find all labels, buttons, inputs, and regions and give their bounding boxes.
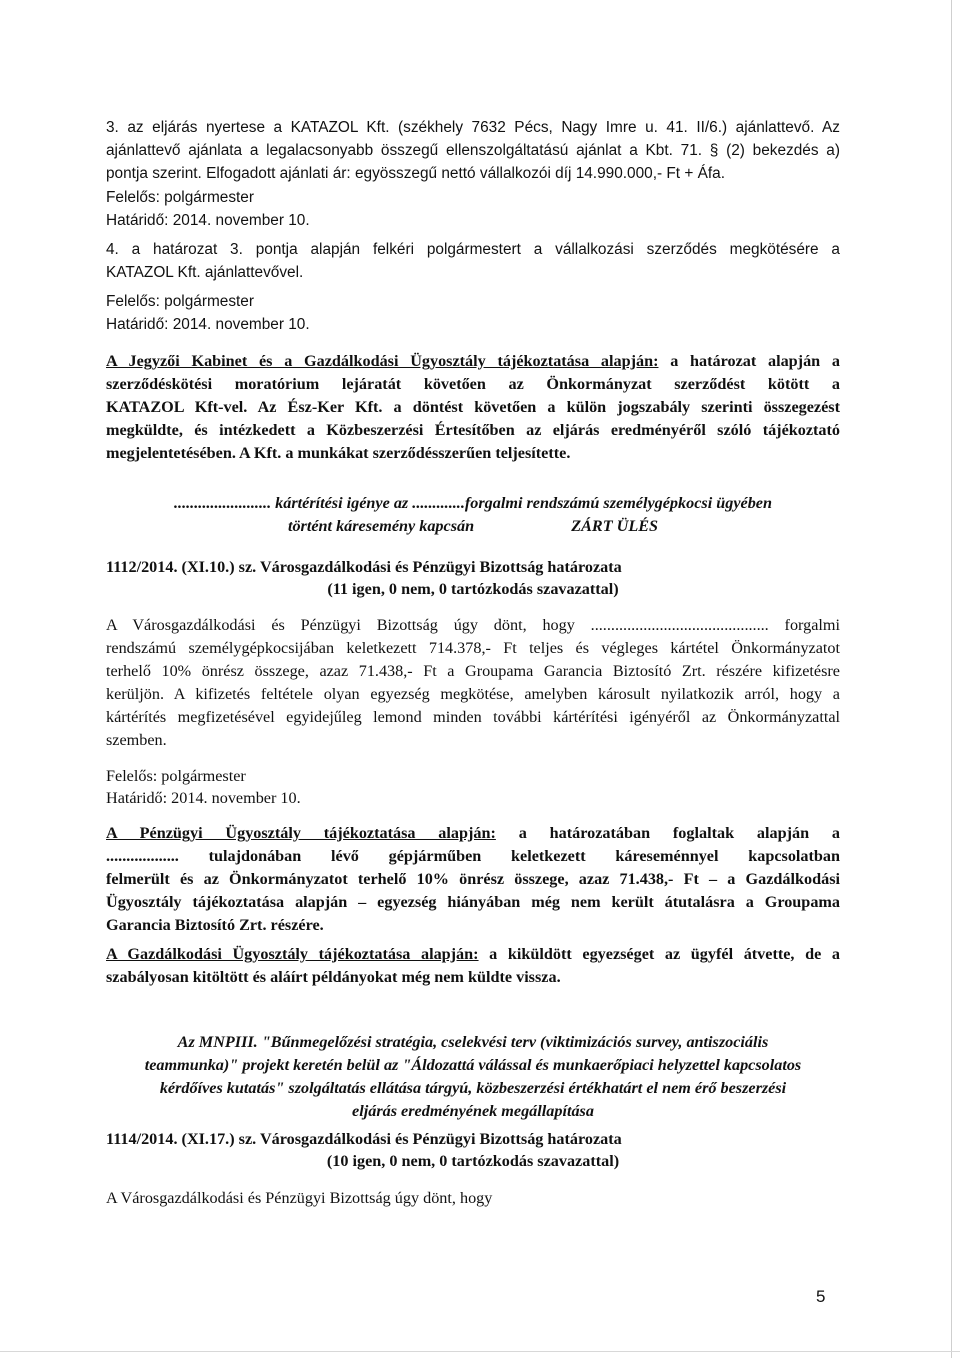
jegyzoi-info-heading: A Jegyzői Kabinet és a Gazdálkodási Ügyosztály tájékoztatása alapján:	[106, 352, 659, 370]
section-2-body: A Városgazdálkodási és Pénzügyi Bizottság úgy dönt, hogy	[106, 1189, 493, 1207]
section-1-title-line: történt káresemény kapcsán ZÁRT ÜLÉS	[287, 517, 659, 535]
section-2-title-line: kérdőíves kutatás" szolgáltatás ellátása tárgyú, közbeszerzési értékhatárt el nem érő beszerzési	[159, 1079, 787, 1097]
section-2-resolution-number: 1114/2014. (XI.17.) sz. Városgazdálkodási és Pénzügyi Bizottság határozata	[106, 1130, 622, 1148]
section-2-title-line: Az MNPIII. "Bűnmegelőzési stratégia, cselekvési terv (viktimizációs survey, antiszociális	[177, 1033, 769, 1051]
jegyzoi-info-line: megjelentetésében. A Kft. a munkákat szerződésszerűen teljesítette.	[106, 444, 571, 462]
section-2-title-line: eljárás eredményének megállapítása	[352, 1102, 594, 1120]
section-1-vote: (11 igen, 0 nem, 0 tartózkodás szavazattal)	[327, 580, 619, 598]
jegyzoi-info-line: megküldte, és intézkedett a Közbeszerzési Értesítőben az eljárás eredményéről szóló tájékoztató	[106, 421, 840, 439]
page-number: 5	[816, 1287, 826, 1306]
section-1-body-line: terhelő 10% önrész összege, azaz 71.438,- Ft a Groupama Garancia Biztosító Zrt. részére kifizetésre	[106, 662, 840, 680]
penzugyi-info-paragraph	[106, 822, 840, 937]
penzugyi-info-line: Ügyosztály tájékoztatása alapján – egyezség hiányában még nem került átutalásra a Groupama	[106, 893, 840, 911]
item-4-line: 4. a határozat 3. pontja alapján felkéri polgármestert a vállalkozási szerződés megkötésére a	[106, 241, 840, 258]
jegyzoi-info-line: szerződéskötési moratórium lejáratát követően az Önkormányzat szerződést kötött a	[106, 375, 840, 393]
penzugyi-info-line: Garancia Biztosító Zrt. részére.	[106, 916, 324, 934]
jegyzoi-info-line: KATAZOL Kft-vel. Az Ész-Ker Kft. a döntést követően a külön jogszabály szerinti összegezést	[106, 398, 840, 416]
section-1-body-line: kártérítés megfizetésével egyidejűleg lemond minden további kártérítési igényéről az Önkormányzattal	[106, 708, 840, 726]
penzugyi-info-line: felmerült és az Önkormányzatot terhelő 10% önrész összege, azaz 71.438,- Ft – a Gazdálkodási	[106, 870, 840, 888]
item-3-line: pontja szerint. Elfogadott ajánlati ár: egyösszegű nettó vállalkozói díj 14.990.000,- Ft + Áfa.	[106, 165, 725, 182]
item-4-responsible: Felelős: polgármester	[106, 293, 254, 310]
section-1-body-line: kerüljön. A kifizetés feltétele olyan egyezség megkötése, amelyben károsult nyilatkozik arról, hogy a	[106, 685, 840, 703]
scan-edge-bottom	[0, 1351, 960, 1352]
item-3-line: ajánlattevő ajánlata a legalacsonyabb összegű ellenszolgáltatású ajánlat a Kbt. 71. § (2) bekezdés a)	[106, 142, 840, 159]
section-1-resolution-number: 1112/2014. (XI.10.) sz. Városgazdálkodási és Pénzügyi Bizottság határozata	[106, 558, 622, 576]
item-3-responsible: Felelős: polgármester	[106, 189, 254, 206]
item-4-paragraph	[106, 238, 840, 284]
gazdalkodasi-info-line: A Gazdálkodási Ügyosztály tájékoztatása alapján: a kiküldött egyezséget az ügyfél átvette, de a	[106, 945, 840, 963]
jegyzoi-info-paragraph	[106, 350, 840, 465]
jegyzoi-info-line: A Jegyzői Kabinet és a Gazdálkodási Ügyosztály tájékoztatása alapján: a határozat alapján a	[106, 352, 840, 370]
section-2-title-line: teammunka)" projekt keretén belül az "Áldozattá válással és munkaerőpiaci helyzettel kapcsolatos	[144, 1056, 802, 1074]
section-1-body	[106, 614, 840, 752]
item-3-paragraph	[106, 116, 840, 185]
penzugyi-info-line: A Pénzügyi Ügyosztály tájékoztatása alapján: a határozatában foglaltak alapján a	[106, 824, 841, 842]
gazdalkodasi-info-heading: A Gazdálkodási Ügyosztály tájékoztatása alapján:	[106, 945, 479, 963]
section-1-body-line: szemben.	[106, 731, 167, 749]
section-2-title	[106, 1031, 840, 1123]
section-2-vote: (10 igen, 0 nem, 0 tartózkodás szavazattal)	[326, 1152, 620, 1170]
gazdalkodasi-info-paragraph	[106, 943, 840, 989]
section-1-body-line: A Városgazdálkodási és Pénzügyi Bizottság úgy dönt, hogy ............................................ forgalmi	[106, 616, 840, 634]
item-4-line: KATAZOL Kft. ajánlattevővel.	[106, 264, 304, 281]
item-4-deadline: Határidő: 2014. november 10.	[106, 316, 310, 333]
section-1-deadline: Határidő: 2014. november 10.	[106, 789, 301, 807]
section-1-title	[106, 492, 840, 538]
gazdalkodasi-info-line: szabályosan kitöltött és aláírt példányokat még nem küldte vissza.	[106, 968, 561, 986]
section-1-title-line: ........................ kártérítési igénye az .............forgalmi rendszámú személygépkocsi ügyében	[173, 494, 772, 512]
section-1-body-line: rendszámú személygépkocsijában keletkezett 714.378,- Ft teljes és végleges kártétel Önkormányzatot	[106, 639, 840, 657]
scan-edge-right	[951, 0, 952, 1358]
penzugyi-info-line: .................. tulajdonában lévő gépjárműben keletkezett káreseménnyel kapcsolatban	[106, 847, 840, 865]
penzugyi-info-heading: A Pénzügyi Ügyosztály tájékoztatása alapján:	[106, 824, 496, 842]
item-3-line: 3. az eljárás nyertese a KATAZOL Kft. (székhely 7632 Pécs, Nagy Imre u. 41. II/6.) ajánlattevő. Az	[106, 119, 840, 136]
section-1-responsible: Felelős: polgármester	[106, 767, 246, 785]
item-3-deadline: Határidő: 2014. november 10.	[106, 212, 310, 229]
